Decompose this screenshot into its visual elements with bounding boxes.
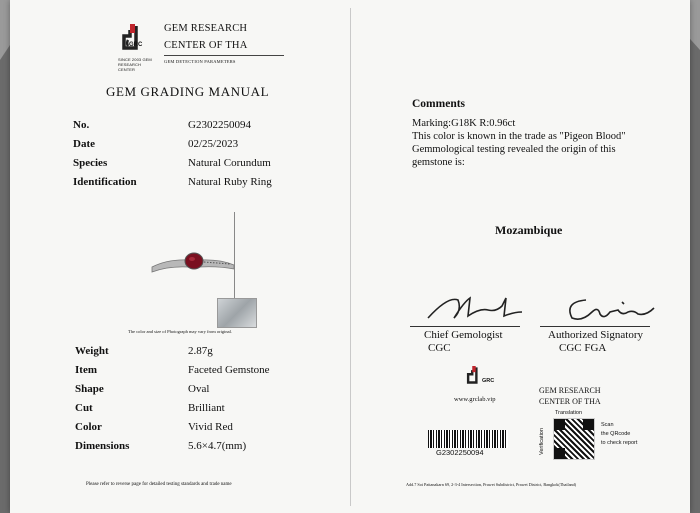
spec-value-weight: 2.87g <box>188 345 213 357</box>
ring-photo <box>148 245 238 277</box>
verification-label: Verification <box>539 428 545 455</box>
address: Add.7 Soi Pattanakarn 69, 2-3-4 Intersection, Prawet Subdistrict, Prawet District, Bangkok(Thailand) <box>406 482 577 487</box>
info-label-identification: Identification <box>73 176 137 188</box>
sig2-org: CGC FGA <box>559 342 607 354</box>
website: www.grclab.vip <box>454 396 496 403</box>
signature-line-1 <box>410 326 520 327</box>
translation-label: Translation <box>555 410 583 416</box>
spec-label-item: Item <box>75 364 97 376</box>
spec-label-weight: Weight <box>75 345 109 357</box>
info-value-identification: Natural Ruby Ring <box>188 176 272 188</box>
spec-label-color: Color <box>75 421 102 433</box>
brand-divider <box>164 55 284 56</box>
authorized-signatory-signature-icon <box>558 292 658 328</box>
sig1-title: Chief Gemologist <box>424 329 503 341</box>
left-page <box>10 0 350 513</box>
comment-line-1: Marking:G18K R:0.96ct <box>412 118 516 129</box>
spec-label-dimensions: Dimensions <box>75 440 130 452</box>
hologram-sticker <box>217 298 257 328</box>
barcode-icon <box>428 430 508 448</box>
info-label-no: No. <box>73 119 90 131</box>
brand-line-1-small: GEM RESEARCH <box>539 386 601 395</box>
logo-small-text: SINCE 2003 GEM RESEARCH CENTER <box>118 57 152 72</box>
photo-caption: The color and size of Photograph may vary from original. <box>128 329 232 334</box>
spec-value-item: Faceted Gemstone <box>188 364 270 376</box>
spec-label-cut: Cut <box>75 402 93 414</box>
certificate-document <box>10 0 690 513</box>
info-value-no: G2302250094 <box>188 119 251 131</box>
spec-label-shape: Shape <box>75 383 104 395</box>
logo-text: GRC <box>129 42 143 48</box>
comment-line-2: This color is known in the trade as "Pigeon Blood" <box>412 131 626 142</box>
brand-line-2: CENTER OF THA <box>164 40 248 51</box>
sig2-title: Authorized Signatory <box>548 329 644 341</box>
sig1-org: CGC <box>428 342 451 354</box>
brand-subtitle: GEM DETECTION PARAMETERS <box>164 59 236 64</box>
grc-logo-icon <box>118 22 150 58</box>
right-page <box>350 0 690 513</box>
spec-value-shape: Oval <box>188 383 210 395</box>
signature-line-2 <box>540 326 650 327</box>
spec-value-cut: Brilliant <box>188 402 225 414</box>
page-title: GEM GRADING MANUAL <box>106 84 270 99</box>
scan-instructions <box>601 421 637 448</box>
comments-title: Comments <box>412 98 466 110</box>
info-value-date: 02/25/2023 <box>188 138 239 150</box>
spec-value-dimensions: 5.6×4.7(mm) <box>188 440 247 452</box>
left-footer: Please refer to reverse page for detailed testing standards and trade name <box>86 482 232 487</box>
barcode-number: G2302250094 <box>436 448 484 457</box>
chief-gemologist-signature-icon <box>418 288 528 328</box>
scan-line-1: Scan <box>601 422 614 428</box>
qr-code-icon[interactable] <box>553 418 595 460</box>
scan-line-3: to check report <box>601 440 638 446</box>
brand-line-2-small: CENTER OF THA <box>539 397 601 406</box>
info-value-species: Natural Corundum <box>188 157 271 169</box>
info-label-species: Species <box>73 157 108 169</box>
info-label-date: Date <box>73 138 95 150</box>
origin-country: Mozambique <box>495 223 563 237</box>
brand-line-1: GEM RESEARCH <box>164 23 248 34</box>
logo-small-text: GRC <box>482 378 495 384</box>
scan-line-2: the QRcode <box>601 431 631 437</box>
grc-logo-small-icon <box>464 364 486 390</box>
comment-line-4: gemstone is: <box>412 157 465 168</box>
spec-value-color: Vivid Red <box>188 421 233 433</box>
comment-line-3: Gemmological testing revealed the origin of this <box>412 144 616 155</box>
